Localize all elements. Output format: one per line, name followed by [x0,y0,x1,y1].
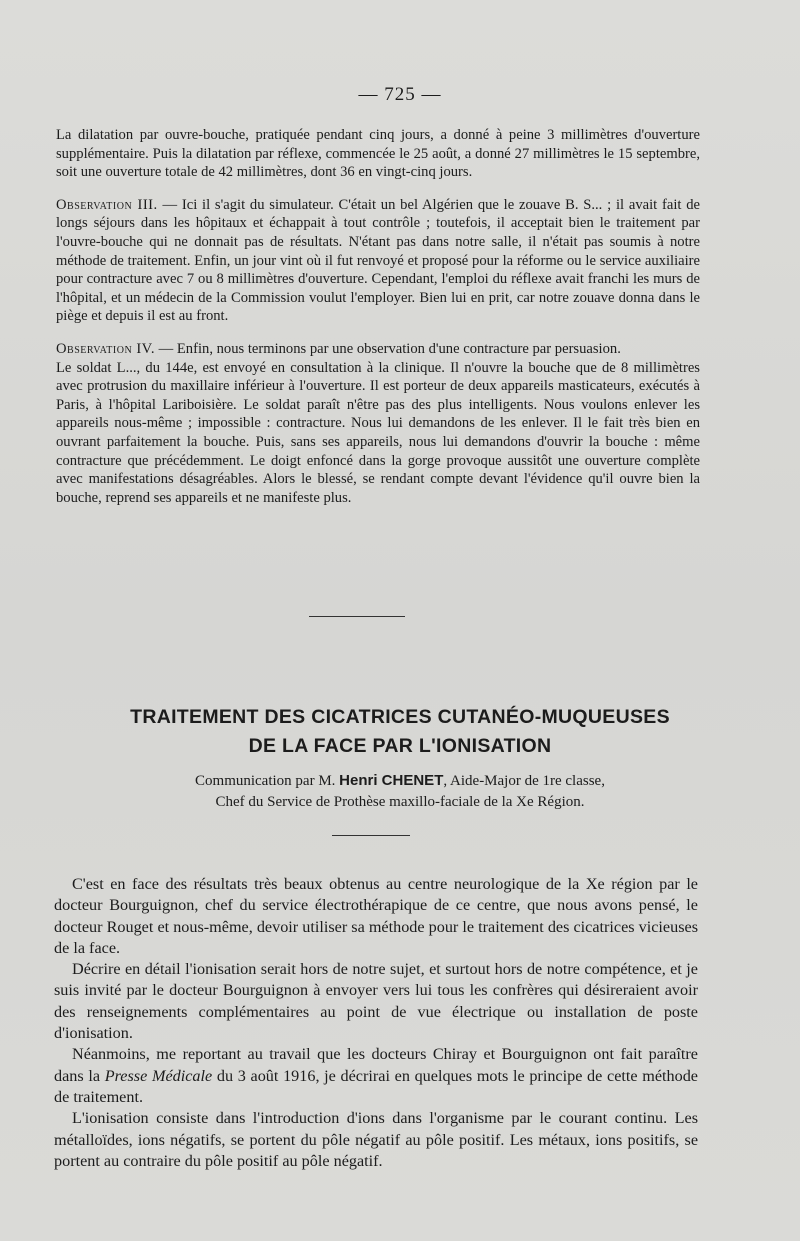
article-byline [60,770,740,813]
intro-paragraph: La dilatation par ouvre-bouche, pratiquée pendant cinq jours, a donné à peine 3 millimètres d'ouverture supplémentaire. Puis la dilatation par réflexe, commencée le 25 août, a donné 27 millimètres le 15 septembre, soit une ouverture totale de 42 millimètres, dont 36 en vingt-cinq jours. [56,127,700,181]
byline-line-2: Chef du Service de Prothèse maxillo-faciale de la Xe Région. [215,794,585,810]
article-body [54,874,698,1172]
byline-prefix: Communication par M. [195,773,340,789]
observation-3 [56,196,700,326]
article-title-line-2: DE LA FACE PAR L'IONISATION [248,735,552,757]
observation-3-text: — Ici il s'agit du simulateur. C'était un bel Algérien que le zouave B. S... ; il avait fait de longs séjours dans les hôpitaux et échappait à tout contrôle ; toutefois, il acceptait bien le traitement par l'ouvre-bouche qui ne donnait pas de résultats. N'étant pas dans notre salle, il n'était pas soumis à notre méthode de traitement. Enfin, un jour vint où il fut renvoyé et proposé pour la réforme ou le service auxiliaire pour contracture avec 7 ou 8 millimètres d'ouverture. Cependant, l'emploi du réflexe avait franchi les murs de l'hôpital, et un médecin de la Commission voulut l'employer. Bien lui en prit, car notre zouave donna dans le piège et depuis il est au front. [56,196,700,325]
journal-name: Presse Médicale [104,1066,213,1085]
article-title [0,703,800,761]
byline-line-1 [60,770,740,792]
article-paragraph-1: C'est en face des résultats très beaux obtenus au centre neurologique de la Xe région par le docteur Bourguignon, chef du service électrothérapique de ce centre, que nous avons pensé, le docteur Rouget et nous-même, devoir utiliser sa méthode pour le traitement des cicatrices vicieuses de la face. [54,875,698,957]
article-paragraph-2: Décrire en détail l'ionisation serait hors de notre sujet, et surtout hors de notre compétence, et je suis invité par le docteur Bourguignon à envoyer vers lui tous les confrères qui désireraient avoir des renseignements complémentaires au point de vue électrique ou installation de poste d'ionisation. [54,960,698,1043]
section-divider [309,616,405,617]
observation-4 [56,340,700,359]
observation-4-heading: Observation IV. [56,340,155,357]
byline-suffix: , Aide-Major de 1re classe, [443,773,605,789]
observation-4-text: — Enfin, nous terminons par une observation d'une contracture par persuasion. [155,340,621,357]
previous-article-continuation [56,126,700,507]
title-divider [332,835,410,836]
observation-3-heading: Observation III. [56,196,158,213]
author-name: Henri CHENET [339,772,444,789]
paragraph-3-start: Néanmoins, me reportant au travail que les docteurs Chiray et Bourguignon ont fait paraître dans la [54,1045,698,1085]
article-paragraph-3 [54,1044,698,1108]
page-number: — 725 — [358,84,442,105]
article-title-line-1: TRAITEMENT DES CICATRICES CUTANÉO-MUQUEUSES [130,706,670,728]
article-paragraph-4: L'ionisation consiste dans l'introduction d'ions dans l'organisme par le courant continu. Les métalloïdes, ions négatifs, se portent du pôle négatif au pôle positif. Les métaux, ions positifs, se portent au contraire du pôle positif au pôle négatif. [54,1109,698,1170]
paragraph-3-end: du 3 août 1916, je décrirai en quelques mots le principe de cette méthode de traitement. [54,1066,698,1106]
observation-4-paragraph: Le soldat L..., du 144e, est envoyé en consultation à la clinique. Il n'ouvre la bouche que de 8 millimètres avec protrusion du maxillaire inférieur à l'ouverture. Il est porteur de deux appareils masticateurs, exécutés à Paris, à l'hôpital Lariboisière. Le soldat paraît n'être pas des plus intelligents. Nous voulons enlever les appareils nous-même ; impossible : contracture. Nous lui demandons de les enlever. Il le fait très bien en ouvrant parfaitement la bouche. Puis, sans ses appareils, nous lui demandons d'ouvrir la bouche : même contracture que précédemment. Le doigt enfoncé dans la gorge provoque aussitôt une ouverture complète avec manifestations désagréables. Alors le blessé, se rendant compte devant l'évidence qu'il ouvre bien la bouche, reprend ses appareils et ne manifeste plus. [56,359,700,506]
